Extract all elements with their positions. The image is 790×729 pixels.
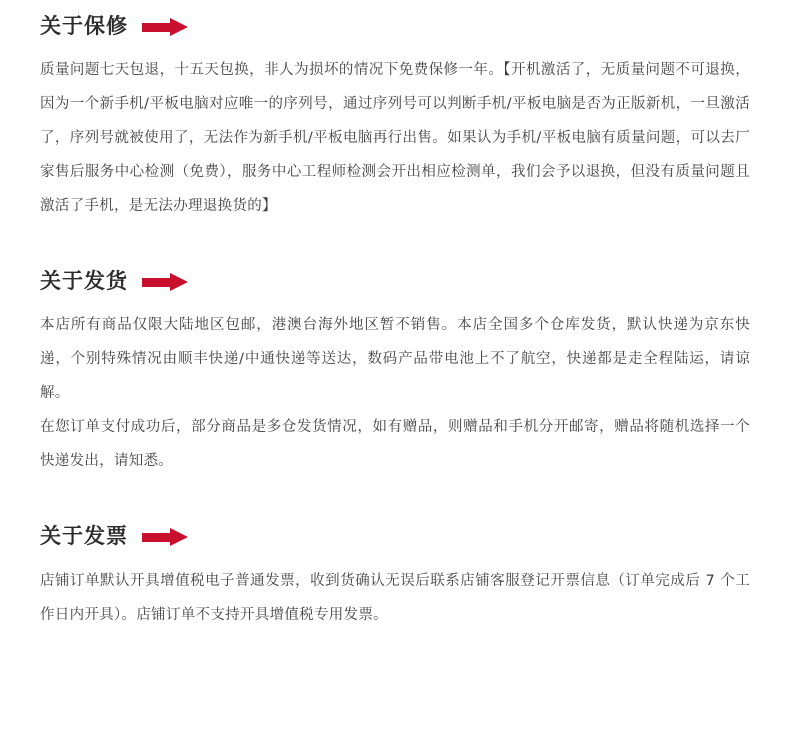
section-shipping-paragraph-1: 本店所有商品仅限大陆地区包邮，港澳台海外地区暂不销售。本店全国多个仓库发货，默认快递为京东快递，个别特殊情况由顺丰快递/中通快递等送达，数码产品带电池上不了航空，快递都是走全程陆运，请谅解。: [40, 317, 750, 402]
section-shipping: [40, 267, 750, 478]
section-invoice: [40, 522, 750, 631]
section-shipping-header: [40, 269, 750, 294]
section-shipping-title: 关于发货: [40, 269, 128, 294]
section-warranty-paragraph: 质量问题七天包退，十五天包换，非人为损坏的情况下免费保修一年。【开机激活了，无质量问题不可退换，因为一个新手机/平板电脑对应唯一的序列号，通过序列号可以判断手机/平板电脑是否为正版新机，一旦激活了，序列号就被使用了，无法作为新手机/平板电脑再行出售。如果认为手机/平板电脑有质量问题，可以去厂家售后服务中心检测（免费），服务中心工程师检测会开出相应检测单，我们会予以退换，但没有质量问题且激活了手机，是无法办理退换货的】: [40, 62, 750, 215]
section-shipping-paragraph-2: 在您订单支付成功后，部分商品是多仓发货情况，如有赠品，则赠品和手机分开邮寄，赠品将随机选择一个快递发出，请知悉。: [40, 419, 750, 470]
section-invoice-paragraph: 店铺订单默认开具增值税电子普通发票，收到货确认无误后联系店铺客服登记开票信息（订单完成后 7 个工作日内开具）。店铺订单不支持开具增值税专用发票。: [40, 572, 750, 623]
section-invoice-header: [40, 524, 750, 549]
spacer-shipping: [40, 478, 750, 522]
red-arrow-icon: [142, 528, 188, 546]
section-warranty-title: 关于保修: [40, 14, 128, 38]
section-warranty-header: [40, 14, 750, 39]
red-arrow-icon: [142, 273, 188, 291]
red-arrow-icon: [142, 18, 188, 36]
section-warranty: [40, 8, 750, 223]
spacer-warranty: [40, 223, 750, 267]
section-invoice-title: 关于发票: [40, 524, 128, 549]
